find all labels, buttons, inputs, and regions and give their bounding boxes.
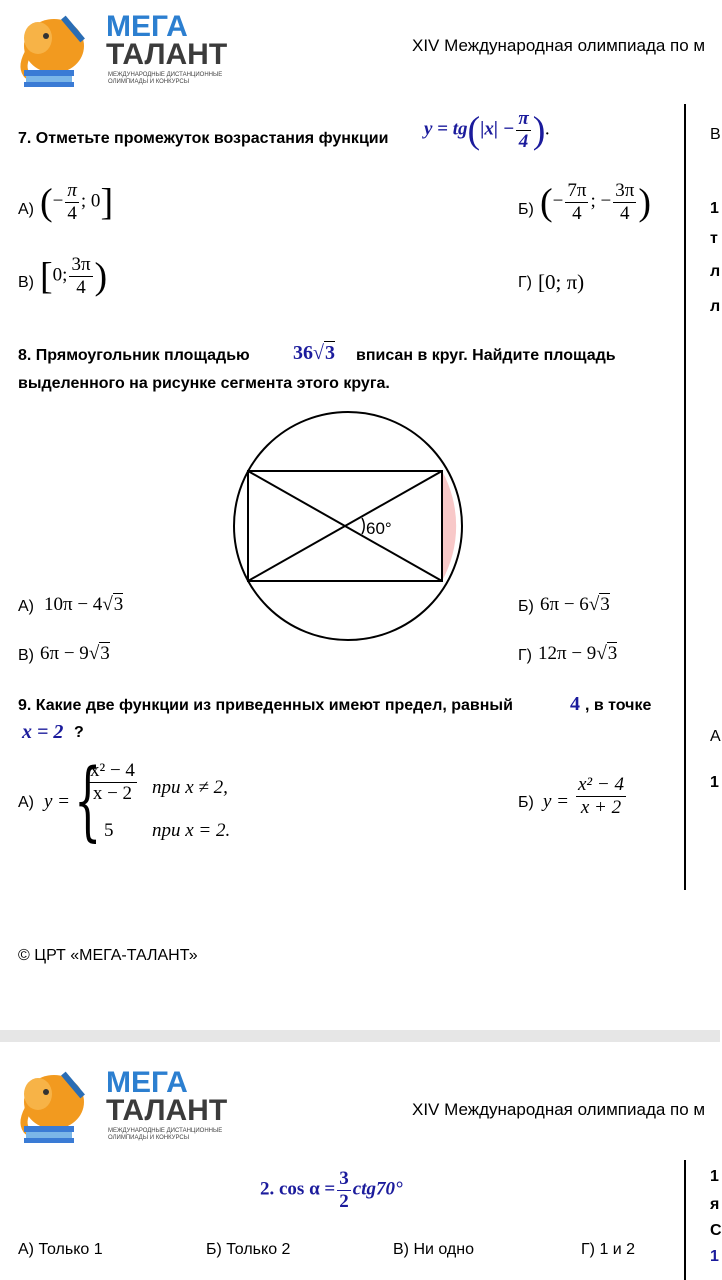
right-col-text: 1 bbox=[710, 774, 719, 791]
formula-part: 3 bbox=[113, 594, 124, 615]
q7-option-a: (− $\frac{\pi}{4}$ ; 0] bbox=[40, 180, 114, 224]
formula-part: 10π − 4 bbox=[44, 594, 103, 615]
page2-option-v: В) Ни одно bbox=[393, 1241, 474, 1258]
formula-part: x² − 4 bbox=[578, 774, 624, 795]
formula-part: π bbox=[518, 108, 529, 129]
formula-part: 4 bbox=[620, 202, 630, 224]
olympiad-title: XIV Международная олимпиада по м bbox=[412, 36, 706, 55]
angle-arc bbox=[362, 518, 364, 534]
right-col-text: 1 bbox=[710, 200, 719, 217]
right-col-text: т bbox=[710, 230, 718, 247]
column-divider bbox=[684, 104, 686, 890]
formula-part: 3 bbox=[607, 643, 618, 664]
question-8-text-b: вписан в круг. Найдите площадь bbox=[356, 347, 616, 364]
angle-label: 60° bbox=[366, 519, 392, 538]
formula-part: 0; bbox=[52, 264, 68, 286]
formula-part: 36 bbox=[293, 342, 313, 364]
q7-option-v-label: В) bbox=[18, 274, 34, 291]
brand-line-2: ТАЛАНТ bbox=[106, 1094, 228, 1127]
circle-rectangle-figure bbox=[230, 412, 466, 640]
formula-part: 12π − 9 bbox=[538, 643, 597, 664]
q7-option-v: [0; $\frac{3\pi}{4}$ ) bbox=[40, 254, 108, 298]
formula-part: 3 bbox=[100, 643, 110, 664]
page2-option-g: Г) 1 и 2 bbox=[581, 1241, 636, 1258]
question-8-area: 36√3 bbox=[293, 342, 335, 364]
question-7-text: 7. Отметьте промежуток возрастания функции bbox=[18, 130, 389, 147]
formula-part: 6π − 6 bbox=[540, 594, 589, 615]
q8-option-b: 6π − 6√3 bbox=[540, 594, 610, 615]
copyright-footer: © ЦРТ «МЕГА-ТАЛАНТ» bbox=[18, 947, 198, 964]
formula-part: 3 bbox=[339, 1168, 349, 1189]
q9-option-b-y: y = bbox=[543, 791, 570, 812]
formula-part: x + 2 bbox=[580, 796, 622, 818]
circle bbox=[234, 412, 462, 640]
q8-option-v: 6π − 9√3 bbox=[40, 643, 110, 664]
q9-option-a-label: А) bbox=[18, 794, 34, 811]
q9-option-a-cond1: при x ≠ 2, bbox=[152, 777, 228, 798]
question-8-text-a: 8. Прямоугольник площадью bbox=[18, 347, 250, 364]
formula-part: − bbox=[552, 190, 564, 212]
formula-part: 4 bbox=[518, 130, 529, 152]
right-col-text: 1 bbox=[710, 1248, 719, 1265]
formula-part: 3π bbox=[71, 254, 91, 275]
q8-option-a-label: А) bbox=[18, 598, 34, 615]
q9-option-b-fraction bbox=[574, 774, 628, 819]
formula-part: 2 bbox=[339, 1190, 349, 1212]
olympiad-title: XIV Международная олимпиада по м bbox=[412, 1100, 706, 1119]
brand-subtitle-1: МЕЖДУНАРОДНЫЕ ДИСТАНЦИОННЫЕ bbox=[108, 1128, 223, 1134]
mega-talant-logo bbox=[16, 1064, 228, 1144]
formula-part: 7π bbox=[567, 180, 587, 201]
question-9-qmark: ? bbox=[74, 724, 84, 741]
q7-option-b-label: Б) bbox=[518, 201, 534, 218]
document-page-2 bbox=[0, 1042, 720, 1280]
formula-part: 4 bbox=[572, 202, 582, 224]
right-col-text: л bbox=[710, 263, 721, 280]
formula-part: ctg70° bbox=[352, 1178, 403, 1200]
page2-equation bbox=[260, 1168, 403, 1213]
formula-part: 4 bbox=[67, 202, 77, 224]
formula-part: π bbox=[67, 180, 77, 201]
formula-part: 3 bbox=[324, 342, 335, 364]
right-col-text: А bbox=[710, 728, 721, 745]
brand-line-1: МЕГА bbox=[106, 1066, 188, 1099]
q9-option-a-fraction bbox=[86, 760, 139, 805]
right-col-text: я bbox=[710, 1196, 720, 1213]
right-col-text: л bbox=[710, 298, 721, 315]
q9-option-b-label: Б) bbox=[518, 794, 534, 811]
question-9-text-b: , в точке bbox=[585, 697, 652, 714]
right-col-text: В bbox=[710, 126, 721, 143]
question-8-text-c: выделенного на рисунке сегмента этого круга. bbox=[18, 375, 390, 392]
question-7-formula: y = tg(|x| − $\frac{\pi}{4}$ ). bbox=[424, 108, 551, 152]
brace: { bbox=[74, 751, 102, 851]
formula-part: 4 bbox=[76, 276, 86, 298]
question-9-point: x = 2 bbox=[22, 721, 64, 743]
formula-part: ; − bbox=[590, 190, 612, 212]
formula-part: ; 0 bbox=[80, 190, 101, 212]
formula-part: y = tg bbox=[424, 118, 468, 140]
formula-part: 6π − 9 bbox=[40, 643, 89, 664]
q8-option-b-label: Б) bbox=[518, 598, 534, 615]
brand-line-1: МЕГА bbox=[106, 10, 188, 43]
brand-subtitle-1: МЕЖДУНАРОДНЫЕ ДИСТАНЦИОННЫЕ bbox=[108, 72, 223, 78]
question-9-limit: 4 bbox=[570, 693, 580, 715]
question-9-text-a: 9. Какие две функции из приведенных имеют предел, равный bbox=[18, 697, 513, 714]
page-separator bbox=[0, 1030, 720, 1042]
right-col-text: 1 bbox=[710, 1168, 719, 1185]
q8-option-a: 10π − 4√3 bbox=[44, 594, 124, 615]
formula-part: x² − 4 bbox=[90, 760, 135, 781]
formula-part: x − 2 bbox=[92, 782, 133, 804]
q9-option-a-cond2: при x = 2. bbox=[152, 820, 231, 841]
q8-option-g-label: Г) bbox=[518, 647, 532, 664]
brand-subtitle-2: ОЛИМПИАДЫ И КОНКУРСЫ bbox=[108, 1135, 190, 1141]
q9-option-a-y: y = bbox=[44, 791, 71, 812]
highlighted-segment bbox=[442, 471, 456, 581]
page2-option-a: А) Только 1 bbox=[18, 1241, 103, 1258]
formula-part: − bbox=[52, 190, 64, 212]
q8-option-g: 12π − 9√3 bbox=[538, 643, 618, 664]
q7-option-g-label: Г) bbox=[518, 274, 532, 291]
formula-part: 3π bbox=[615, 180, 635, 201]
formula-part: 3 bbox=[600, 594, 610, 615]
page2-option-b: Б) Только 2 bbox=[206, 1241, 291, 1258]
brand-subtitle-2: ОЛИМПИАДЫ И КОНКУРСЫ bbox=[108, 79, 190, 85]
q9-option-a-five: 5 bbox=[104, 820, 114, 841]
q7-option-a-label: А) bbox=[18, 201, 34, 218]
q8-option-v-label: В) bbox=[18, 647, 34, 664]
mega-talant-logo bbox=[16, 8, 228, 88]
q7-option-g: [0; π) bbox=[538, 270, 585, 294]
formula-part: |x| − bbox=[480, 118, 515, 140]
column-divider bbox=[684, 1160, 686, 1280]
formula-part: 2. cos α = bbox=[260, 1178, 336, 1200]
right-col-text: С bbox=[710, 1222, 722, 1239]
q7-option-b: (− $\frac{7\pi}{4}$ ; − $\frac{3\pi}{4}$ ) bbox=[540, 180, 651, 224]
brand-line-2: ТАЛАНТ bbox=[106, 38, 228, 71]
